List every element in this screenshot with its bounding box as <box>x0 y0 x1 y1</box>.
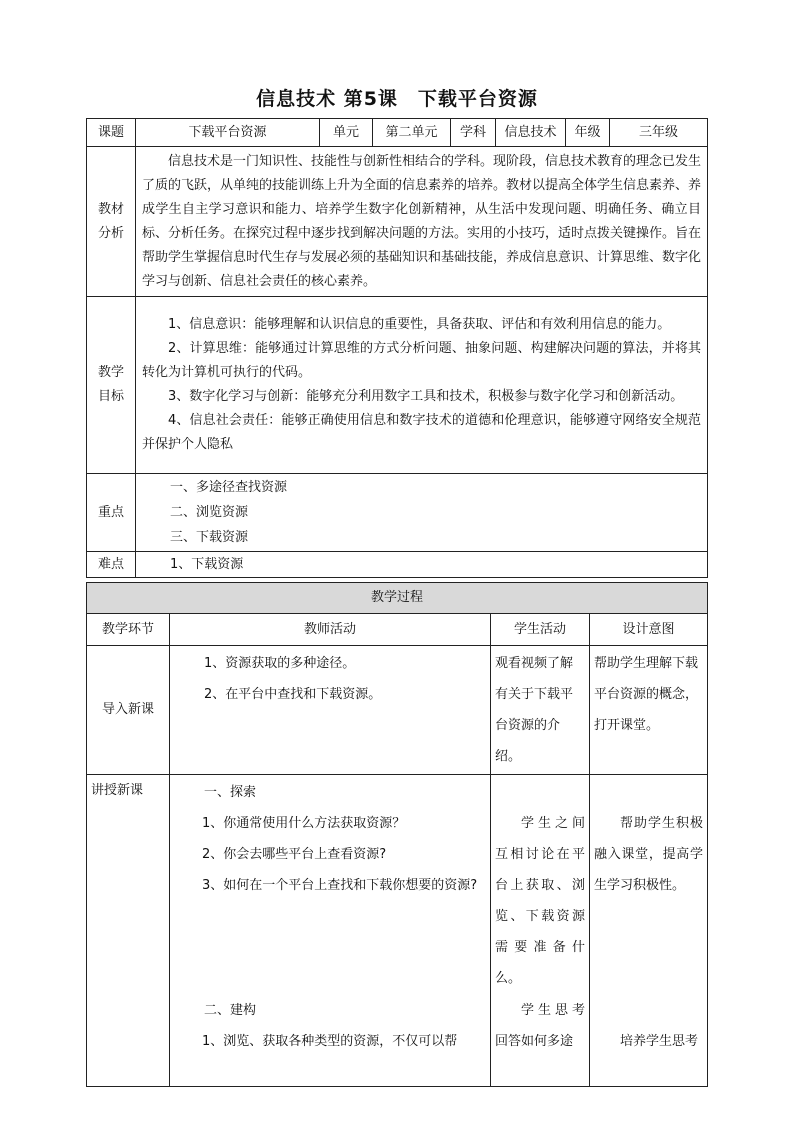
intro-teacher-item: 2、在平台中查找和下载资源。 <box>204 687 382 702</box>
teaching-process-header: 教学过程 <box>87 583 708 614</box>
lecture-design <box>590 775 708 1087</box>
lecture-student <box>491 775 590 1087</box>
key-point-item: 二、浏览资源 <box>170 505 249 520</box>
lesson-info-table <box>86 118 708 578</box>
label-topic: 课题 <box>87 119 136 147</box>
teaching-process-table <box>86 582 708 1087</box>
col-teacher: 教师活动 <box>170 614 491 646</box>
difficulty-label: 难点 <box>87 552 136 578</box>
teaching-goals-list <box>136 297 708 474</box>
goal-item: 1、信息意识：能够理解和认识信息的重要性，具备获取、评估和有效利用信息的能力。 <box>168 317 671 332</box>
construct-title: 二、建构 <box>204 1003 257 1018</box>
document-title: 信息技术 第5课 下载平台资源 <box>256 88 538 110</box>
key-point-item: 一、多途径查找资源 <box>170 480 288 495</box>
unit-value: 第二单元 <box>373 119 451 147</box>
goal-item: 3、数字化学习与创新：能够充分利用数字工具和技术，积极参与数字化学习和创新活动。 <box>168 389 684 404</box>
key-point-item: 三、下载资源 <box>170 530 249 545</box>
construct-item: 1、浏览、获取各种类型的资源，不仅可以帮 <box>202 1034 458 1049</box>
label-grade: 年级 <box>566 119 610 147</box>
lecture-student-1: 学生之间互相讨论在平台上获取、浏览、下载资源需要准备什么。 <box>495 816 585 986</box>
intro-teacher-item: 1、资源获取的多种途径。 <box>204 656 356 671</box>
col-stage: 教学环节 <box>87 614 170 646</box>
label-subject: 学科 <box>451 119 496 147</box>
explore-item: 2、你会去哪些平台上查看资源? <box>202 847 387 862</box>
topic-value: 下载平台资源 <box>136 119 320 147</box>
teaching-goals-label: 教学 目标 <box>87 297 136 474</box>
grade-value: 三年级 <box>610 119 708 147</box>
intro-teacher <box>170 646 491 775</box>
explore-title: 一、探索 <box>204 785 257 800</box>
key-points-label: 重点 <box>87 474 136 552</box>
material-analysis-text: 信息技术是一门知识性、技能性与创新性相结合的学科。现阶段，信息技术教育的理念已发生了质的飞跃，从单纯的技能训练上升为全面的信息素养的培养。教材以提高全体学生信息素养、养成学生自主学习意识和能力、培养学生数字化创新精神，从生活中发现问题、明确任务、确立目标、分析任务。在探究过程中逐步找到解决问题的方法。实用的小技巧，适时点拨关键操作。旨在帮助学生掌握信息时代生存与发展必须的基础知识和基础技能，养成信息意识、计算思维、数字化学习与创新、信息社会责任的核心素养。 <box>136 147 708 297</box>
lecture-design-2: 培养学生思考 <box>620 1034 699 1049</box>
lecture-stage: 讲授新课 <box>87 775 170 1087</box>
goal-item: 2、计算思维：能够通过计算思维的方式分析问题、抽象问题、构建解决问题的算法，并将其转化为计算机可执行的代码。 <box>142 341 701 380</box>
goal-item: 4、信息社会责任：能够正确使用信息和数字技术的道德和伦理意识，能够遵守网络安全规范并保护个人隐私 <box>142 413 701 452</box>
lecture-design-1: 帮助学生积极融入课堂，提高学生学习积极性。 <box>594 816 704 893</box>
lecture-teacher <box>170 775 491 1087</box>
col-design: 设计意图 <box>590 614 708 646</box>
col-student: 学生活动 <box>491 614 590 646</box>
difficulty-text: 1、下载资源 <box>136 552 708 578</box>
intro-student: 观看视频了解有关于下载平台资源的介绍。 <box>491 646 590 775</box>
label-unit: 单元 <box>320 119 373 147</box>
intro-design: 帮助学生理解下载平台资源的概念，打开课堂。 <box>590 646 708 775</box>
key-points-list <box>136 474 708 552</box>
lecture-student-2: 学生思考回答如何多途 <box>495 1003 585 1049</box>
material-analysis-label: 教材 分析 <box>87 147 136 297</box>
explore-item: 3、如何在一个平台上查找和下载你想要的资源? <box>202 878 478 893</box>
intro-stage: 导入新课 <box>87 646 170 775</box>
explore-item: 1、你通常使用什么方法获取资源？ <box>202 816 406 831</box>
subject-value: 信息技术 <box>496 119 566 147</box>
